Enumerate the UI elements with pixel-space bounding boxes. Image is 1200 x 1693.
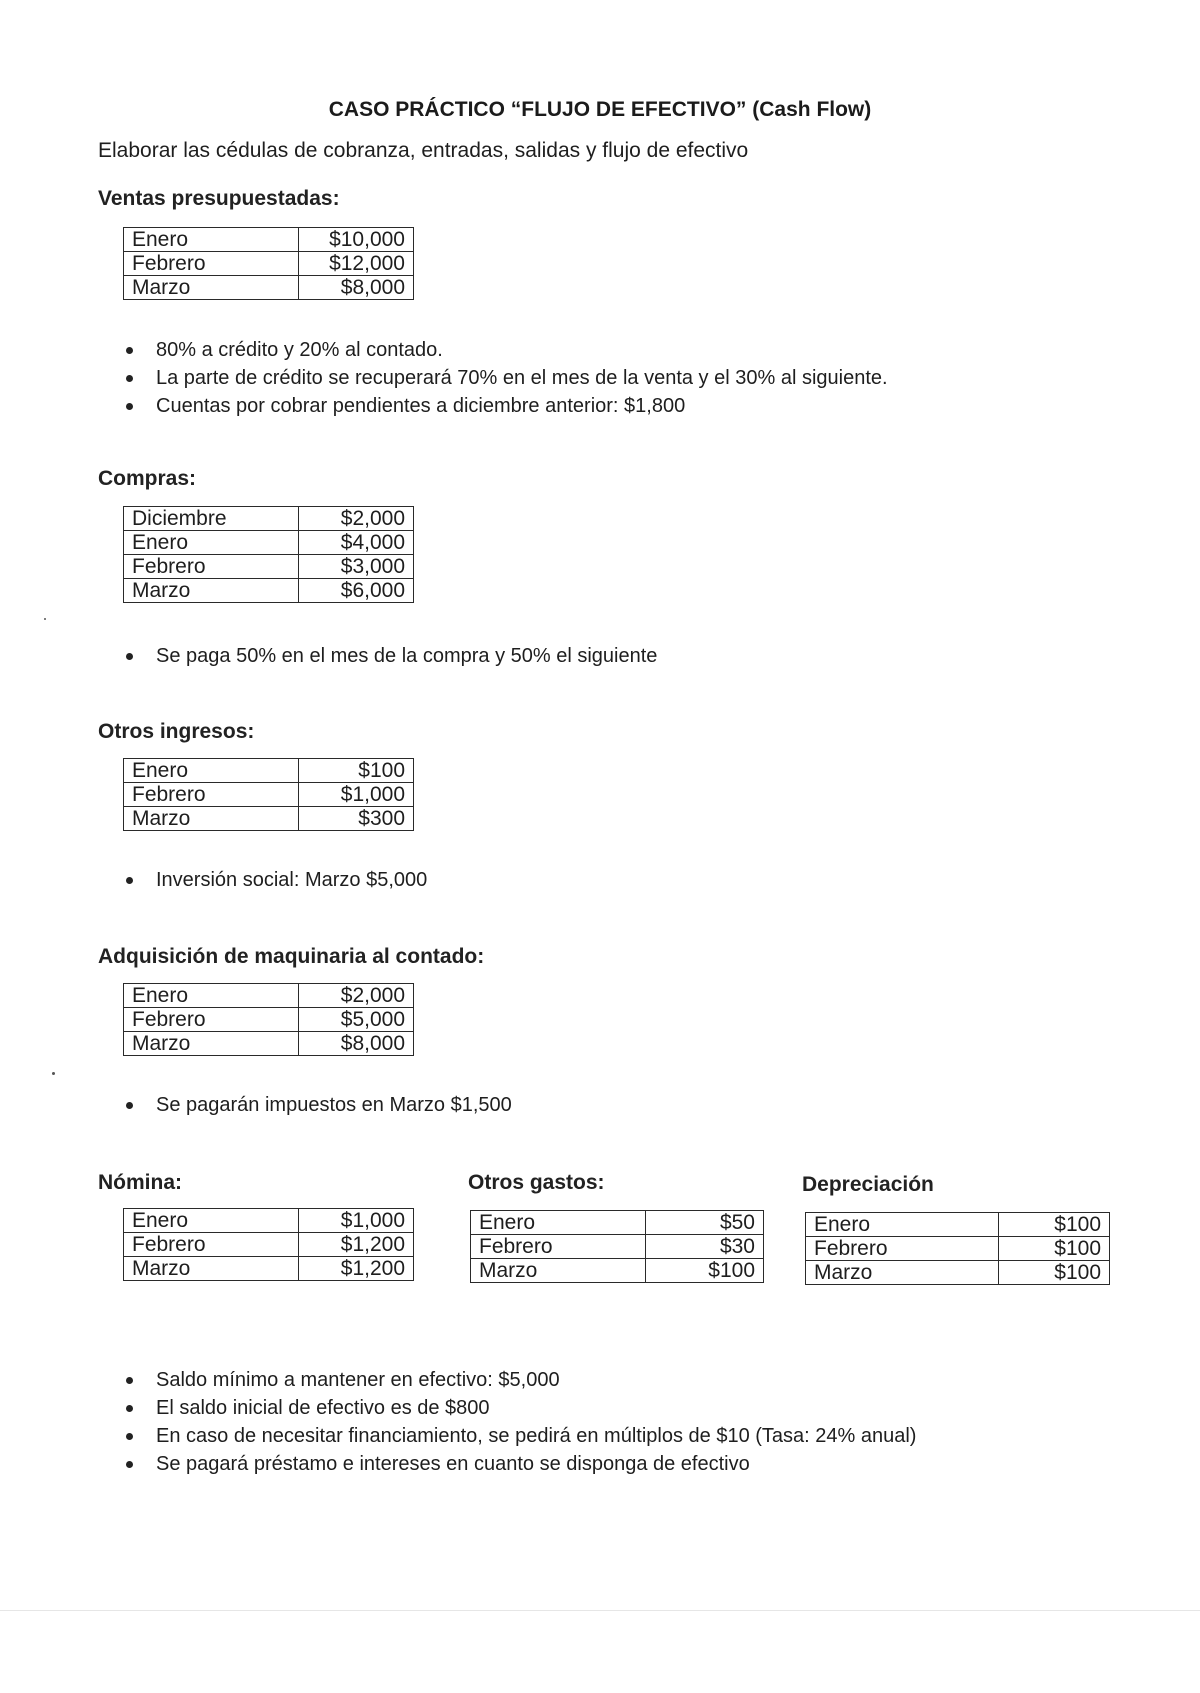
maquinaria-notes	[124, 1091, 512, 1119]
otros-gastos-heading: Otros gastos:	[468, 1171, 605, 1194]
table-row	[471, 1259, 764, 1283]
amount-cell: $50	[646, 1211, 764, 1235]
maquinaria-table	[123, 983, 414, 1056]
scan-speck	[44, 618, 46, 620]
list-item: Cuentas por cobrar pendientes a diciembre anterior: $1,800	[124, 392, 888, 420]
depreciacion-table	[805, 1212, 1110, 1285]
table-row	[806, 1213, 1110, 1237]
month-cell: Marzo	[124, 276, 299, 300]
table-row	[124, 276, 414, 300]
instructions: Elaborar las cédulas de cobranza, entradas, salidas y flujo de efectivo	[98, 139, 749, 162]
table-row	[124, 783, 414, 807]
month-cell: Enero	[124, 531, 299, 555]
table-row	[471, 1211, 764, 1235]
page-title: CASO PRÁCTICO “FLUJO DE EFECTIVO” (Cash Flow)	[328, 98, 872, 121]
amount-cell: $2,000	[299, 507, 414, 531]
amount-cell: $8,000	[299, 276, 414, 300]
amount-cell: $100	[999, 1237, 1110, 1261]
ventas-table	[123, 227, 414, 300]
table-row	[471, 1235, 764, 1259]
table-row	[124, 252, 414, 276]
month-cell: Diciembre	[124, 507, 299, 531]
list-item: Inversión social: Marzo $5,000	[124, 866, 427, 894]
amount-cell: $12,000	[299, 252, 414, 276]
month-cell: Marzo	[124, 1032, 299, 1056]
table-row	[124, 1257, 414, 1281]
amount-cell: $10,000	[299, 228, 414, 252]
scan-edge-line	[0, 1610, 1200, 1611]
amount-cell: $2,000	[299, 984, 414, 1008]
ventas-heading: Ventas presupuestadas:	[98, 187, 340, 210]
table-row	[124, 579, 414, 603]
month-cell: Marzo	[124, 579, 299, 603]
amount-cell: $5,000	[299, 1008, 414, 1032]
month-cell: Enero	[124, 1209, 299, 1233]
table-row	[124, 807, 414, 831]
month-cell: Febrero	[124, 1233, 299, 1257]
amount-cell: $1,200	[299, 1257, 414, 1281]
amount-cell: $3,000	[299, 555, 414, 579]
list-item: Se paga 50% en el mes de la compra y 50% el siguiente	[124, 642, 657, 670]
compras-heading: Compras:	[98, 467, 197, 490]
table-row	[124, 1233, 414, 1257]
list-item: Se pagarán impuestos en Marzo $1,500	[124, 1091, 512, 1119]
maquinaria-heading: Adquisición de maquinaria al contado:	[98, 945, 485, 968]
month-cell: Enero	[471, 1211, 646, 1235]
amount-cell: $6,000	[299, 579, 414, 603]
list-item: En caso de necesitar financiamiento, se pedirá en múltiplos de $10 (Tasa: 24% anual)	[124, 1422, 916, 1450]
final-notes	[124, 1366, 916, 1478]
compras-table	[123, 506, 414, 603]
list-item: 80% a crédito y 20% al contado.	[124, 336, 888, 364]
depreciacion-heading: Depreciación	[802, 1173, 934, 1196]
otros-ingresos-table	[123, 758, 414, 831]
month-cell: Marzo	[124, 807, 299, 831]
nomina-heading: Nómina:	[98, 1171, 182, 1194]
month-cell: Febrero	[806, 1237, 999, 1261]
amount-cell: $1,200	[299, 1233, 414, 1257]
month-cell: Febrero	[124, 1008, 299, 1032]
month-cell: Enero	[124, 759, 299, 783]
amount-cell: $30	[646, 1235, 764, 1259]
list-item: Saldo mínimo a mantener en efectivo: $5,000	[124, 1366, 916, 1394]
table-row	[124, 984, 414, 1008]
table-row	[124, 555, 414, 579]
otros-ingresos-heading: Otros ingresos:	[98, 720, 255, 743]
otros-gastos-table	[470, 1210, 764, 1283]
table-row	[806, 1237, 1110, 1261]
month-cell: Enero	[124, 984, 299, 1008]
month-cell: Enero	[124, 228, 299, 252]
month-cell: Enero	[806, 1213, 999, 1237]
amount-cell: $1,000	[299, 1209, 414, 1233]
month-cell: Marzo	[471, 1259, 646, 1283]
amount-cell: $4,000	[299, 531, 414, 555]
month-cell: Febrero	[124, 555, 299, 579]
list-item: El saldo inicial de efectivo es de $800	[124, 1394, 916, 1422]
table-row	[124, 228, 414, 252]
scan-speck	[52, 1072, 55, 1075]
amount-cell: $100	[299, 759, 414, 783]
month-cell: Febrero	[471, 1235, 646, 1259]
table-row	[124, 507, 414, 531]
compras-notes	[124, 642, 657, 670]
amount-cell: $1,000	[299, 783, 414, 807]
table-row	[806, 1261, 1110, 1285]
table-row	[124, 759, 414, 783]
amount-cell: $100	[646, 1259, 764, 1283]
amount-cell: $300	[299, 807, 414, 831]
month-cell: Marzo	[806, 1261, 999, 1285]
ventas-notes	[124, 336, 888, 420]
nomina-table	[123, 1208, 414, 1281]
amount-cell: $100	[999, 1213, 1110, 1237]
list-item: Se pagará préstamo e intereses en cuanto se disponga de efectivo	[124, 1450, 916, 1478]
month-cell: Marzo	[124, 1257, 299, 1281]
table-row	[124, 1209, 414, 1233]
month-cell: Febrero	[124, 783, 299, 807]
table-row	[124, 531, 414, 555]
table-row	[124, 1008, 414, 1032]
amount-cell: $100	[999, 1261, 1110, 1285]
list-item: La parte de crédito se recuperará 70% en el mes de la venta y el 30% al siguiente.	[124, 364, 888, 392]
otros-ingresos-notes	[124, 866, 427, 894]
month-cell: Febrero	[124, 252, 299, 276]
table-row	[124, 1032, 414, 1056]
amount-cell: $8,000	[299, 1032, 414, 1056]
